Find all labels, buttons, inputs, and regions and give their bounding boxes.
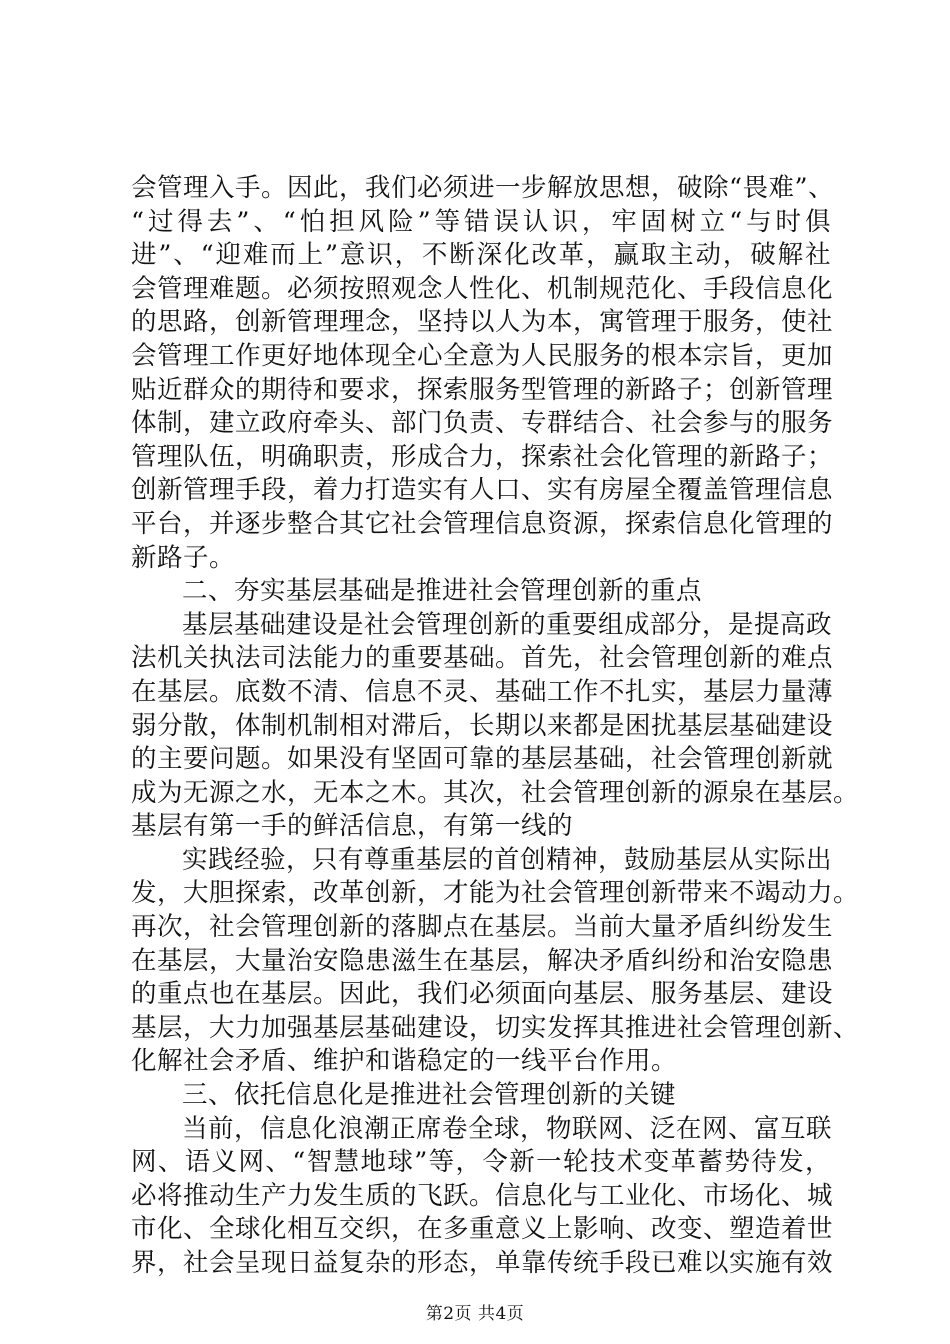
text-line: 会管理工作更好地体现全心全意为人民服务的根本宗旨，更加: [131, 340, 834, 371]
text-line: “过得去”、“怕担风险”等错误认识，牢固树立“与时俱: [131, 206, 831, 237]
text-line: 的主要问题。如果没有坚固可靠的基层基础，社会管理创新就: [131, 744, 834, 775]
text-line: 进”、“迎难而上”意识，不断深化改革，赢取主动，破解社: [131, 240, 831, 271]
text-line: 基层，大力加强基层基础建设，切实发挥其推进社会管理创新、: [131, 1012, 860, 1043]
text-line: 贴近群众的期待和要求，探索服务型管理的新路子；创新管理: [131, 374, 834, 405]
text-line: 会管理难题。必须按照观念人性化、机制规范化、手段信息化: [131, 273, 834, 304]
text-line: 化解社会矛盾、维护和谐稳定的一线平台作用。: [131, 1046, 678, 1077]
text-line: 必将推动生产力发生质的飞跃。信息化与工业化、市场化、城: [131, 1180, 834, 1211]
text-line: 的思路，创新管理理念，坚持以人为本，寓管理于服务，使社: [131, 307, 834, 338]
document-body: [131, 172, 860, 1281]
text-line: 网、语义网、“智慧地球”等，令新一轮技术变革蓄势待发，: [131, 1147, 831, 1178]
page-number-footer: 第2页 共4页: [425, 1304, 525, 1324]
text-line: 弱分散，体制机制相对滞后，长期以来都是困扰基层基础建设: [131, 710, 834, 741]
text-line: 市化、全球化相互交织，在多重意义上影响、改变、塑造着世: [131, 1214, 834, 1245]
text-line: 发，大胆探索，改革创新，才能为社会管理创新带来不竭动力。: [131, 878, 860, 909]
text-line: 在基层。底数不清、信息不灵、基础工作不扎实，基层力量薄: [131, 676, 834, 707]
text-line: 再次，社会管理创新的落脚点在基层。当前大量矛盾纠纷发生: [131, 912, 834, 943]
text-line: 的重点也在基层。因此，我们必须面向基层、服务基层、建设: [131, 979, 834, 1010]
text-line: 界，社会呈现日益复杂的形态，单靠传统手段已难以实施有效: [131, 1248, 834, 1278]
text-line: 二、夯实基层基础是推进社会管理创新的重点: [182, 576, 703, 607]
text-line: 基层基础建设是社会管理创新的重要组成部分，是提高政: [182, 609, 833, 640]
text-line: 平台，并逐步整合其它社会管理信息资源，探索信息化管理的: [131, 508, 834, 539]
text-line: 体制，建立政府牵头、部门负责、专群结合、社会参与的服务: [131, 408, 834, 439]
text-line: 管理队伍，明确职责，形成合力，探索社会化管理的新路子；: [131, 441, 834, 472]
text-line: 实践经验，只有尊重基层的首创精神，鼓励基层从实际出: [182, 844, 833, 875]
text-line: 基层有第一手的鲜活信息，有第一线的: [131, 811, 574, 842]
text-line: 成为无源之水，无本之木。其次，社会管理创新的源泉在基层。: [131, 777, 860, 808]
text-line: 新路子。: [131, 542, 236, 573]
text-line: 三、依托信息化是推进社会管理创新的关键: [182, 1080, 677, 1111]
text-line: 创新管理手段，着力打造实有人口、实有房屋全覆盖管理信息: [131, 475, 834, 506]
text-line: 法机关执法司法能力的重要基础。首先，社会管理创新的难点: [131, 643, 834, 674]
text-line: 当前，信息化浪潮正席卷全球，物联网、泛在网、富互联: [182, 1113, 833, 1144]
text-line: 会管理入手。因此，我们必须进一步解放思想，破除“畏难”、: [131, 173, 835, 203]
text-line: 在基层，大量治安隐患滋生在基层，解决矛盾纠纷和治安隐患: [131, 945, 834, 976]
